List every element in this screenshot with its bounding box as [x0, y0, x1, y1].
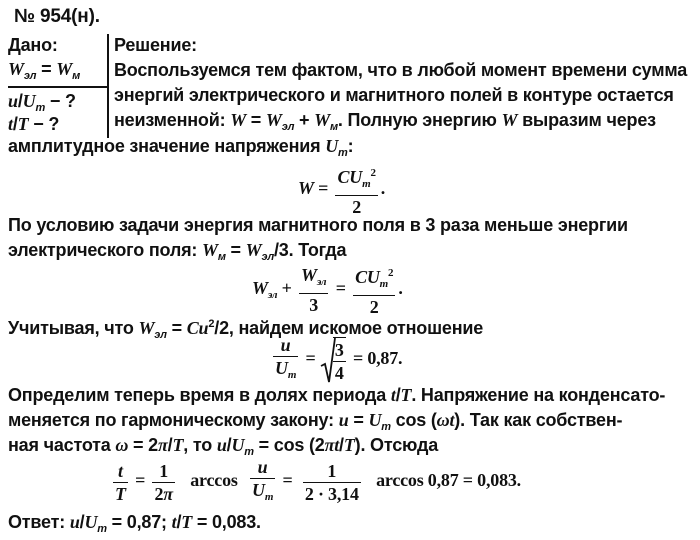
paragraph-4-line-3: ная частота ω = 2π/T, то $u/U_m = \cos (2\pi t/T)$. Отсюда: [8, 435, 439, 458]
given-label: Дано:: [8, 35, 58, 55]
given-divider: [8, 86, 108, 88]
find-time: t/T − ?: [8, 114, 60, 134]
formula-time-ratio: $\frac{t}{T}$ = $\frac{1}{2\pi}$ arccos $\frac{u}{U_m}$ = $\frac{1}{2 \cdot 3,14}$ arccos 0,87 = 0,083.: [115, 457, 521, 504]
solution-label: Решение:: [114, 35, 197, 55]
problem-number: № 954(н).: [14, 6, 100, 27]
find-ratio: $u/U_m$ − ?: [8, 91, 76, 114]
paragraph-3: Учитывая, что $W_{эл} = Cu^2/2$, найдем искомое отношение: [8, 318, 484, 341]
formula-total-energy: W = $\frac{CU_m^2}{2}$ .: [298, 162, 385, 218]
paragraph-2-line-1: По условию задачи энергия магнитного поля в 3 раза меньше энергии: [8, 215, 628, 235]
formula-ratio: $\frac{u}{U_m}$ = $\frac{3}{4}$ = 0,87.: [275, 335, 403, 383]
given-separator: [107, 34, 109, 138]
paragraph-1-line-2: энергий электрического и магнитного полей в контуре остается: [114, 85, 674, 105]
answer: Ответ: $u/U_m = 0,87$; t/T = 0,083.: [8, 512, 261, 535]
formula-energy-sum: $W_{эл}$ + $\frac{W_{эл}}{3}$ = $\frac{CU_m^2}{2}$ .: [252, 262, 403, 318]
paragraph-2-line-2: электрического поля: $W_м = W_{эл}/3$. Тогда: [8, 240, 347, 263]
given-condition: $W_{эл} = W_м$: [8, 59, 80, 82]
paragraph-4-line-2: меняется по гармоническому закону: $u = U_m$ cos (ωt). Так как собствен-: [8, 410, 623, 433]
paragraph-1-line-4: амплитудное значение напряжения $U_m$:: [8, 136, 354, 159]
paragraph-1-line-3: неизменной: $W = W_{эл} + W_м$. Полную энергию W выразим через: [114, 110, 656, 133]
paragraph-4-line-1: Определим теперь время в долях периода t/T. Напряжение на конденсато-: [8, 385, 666, 405]
paragraph-1-line-1: Воспользуемся тем фактом, что в любой момент времени сумма: [114, 60, 688, 80]
